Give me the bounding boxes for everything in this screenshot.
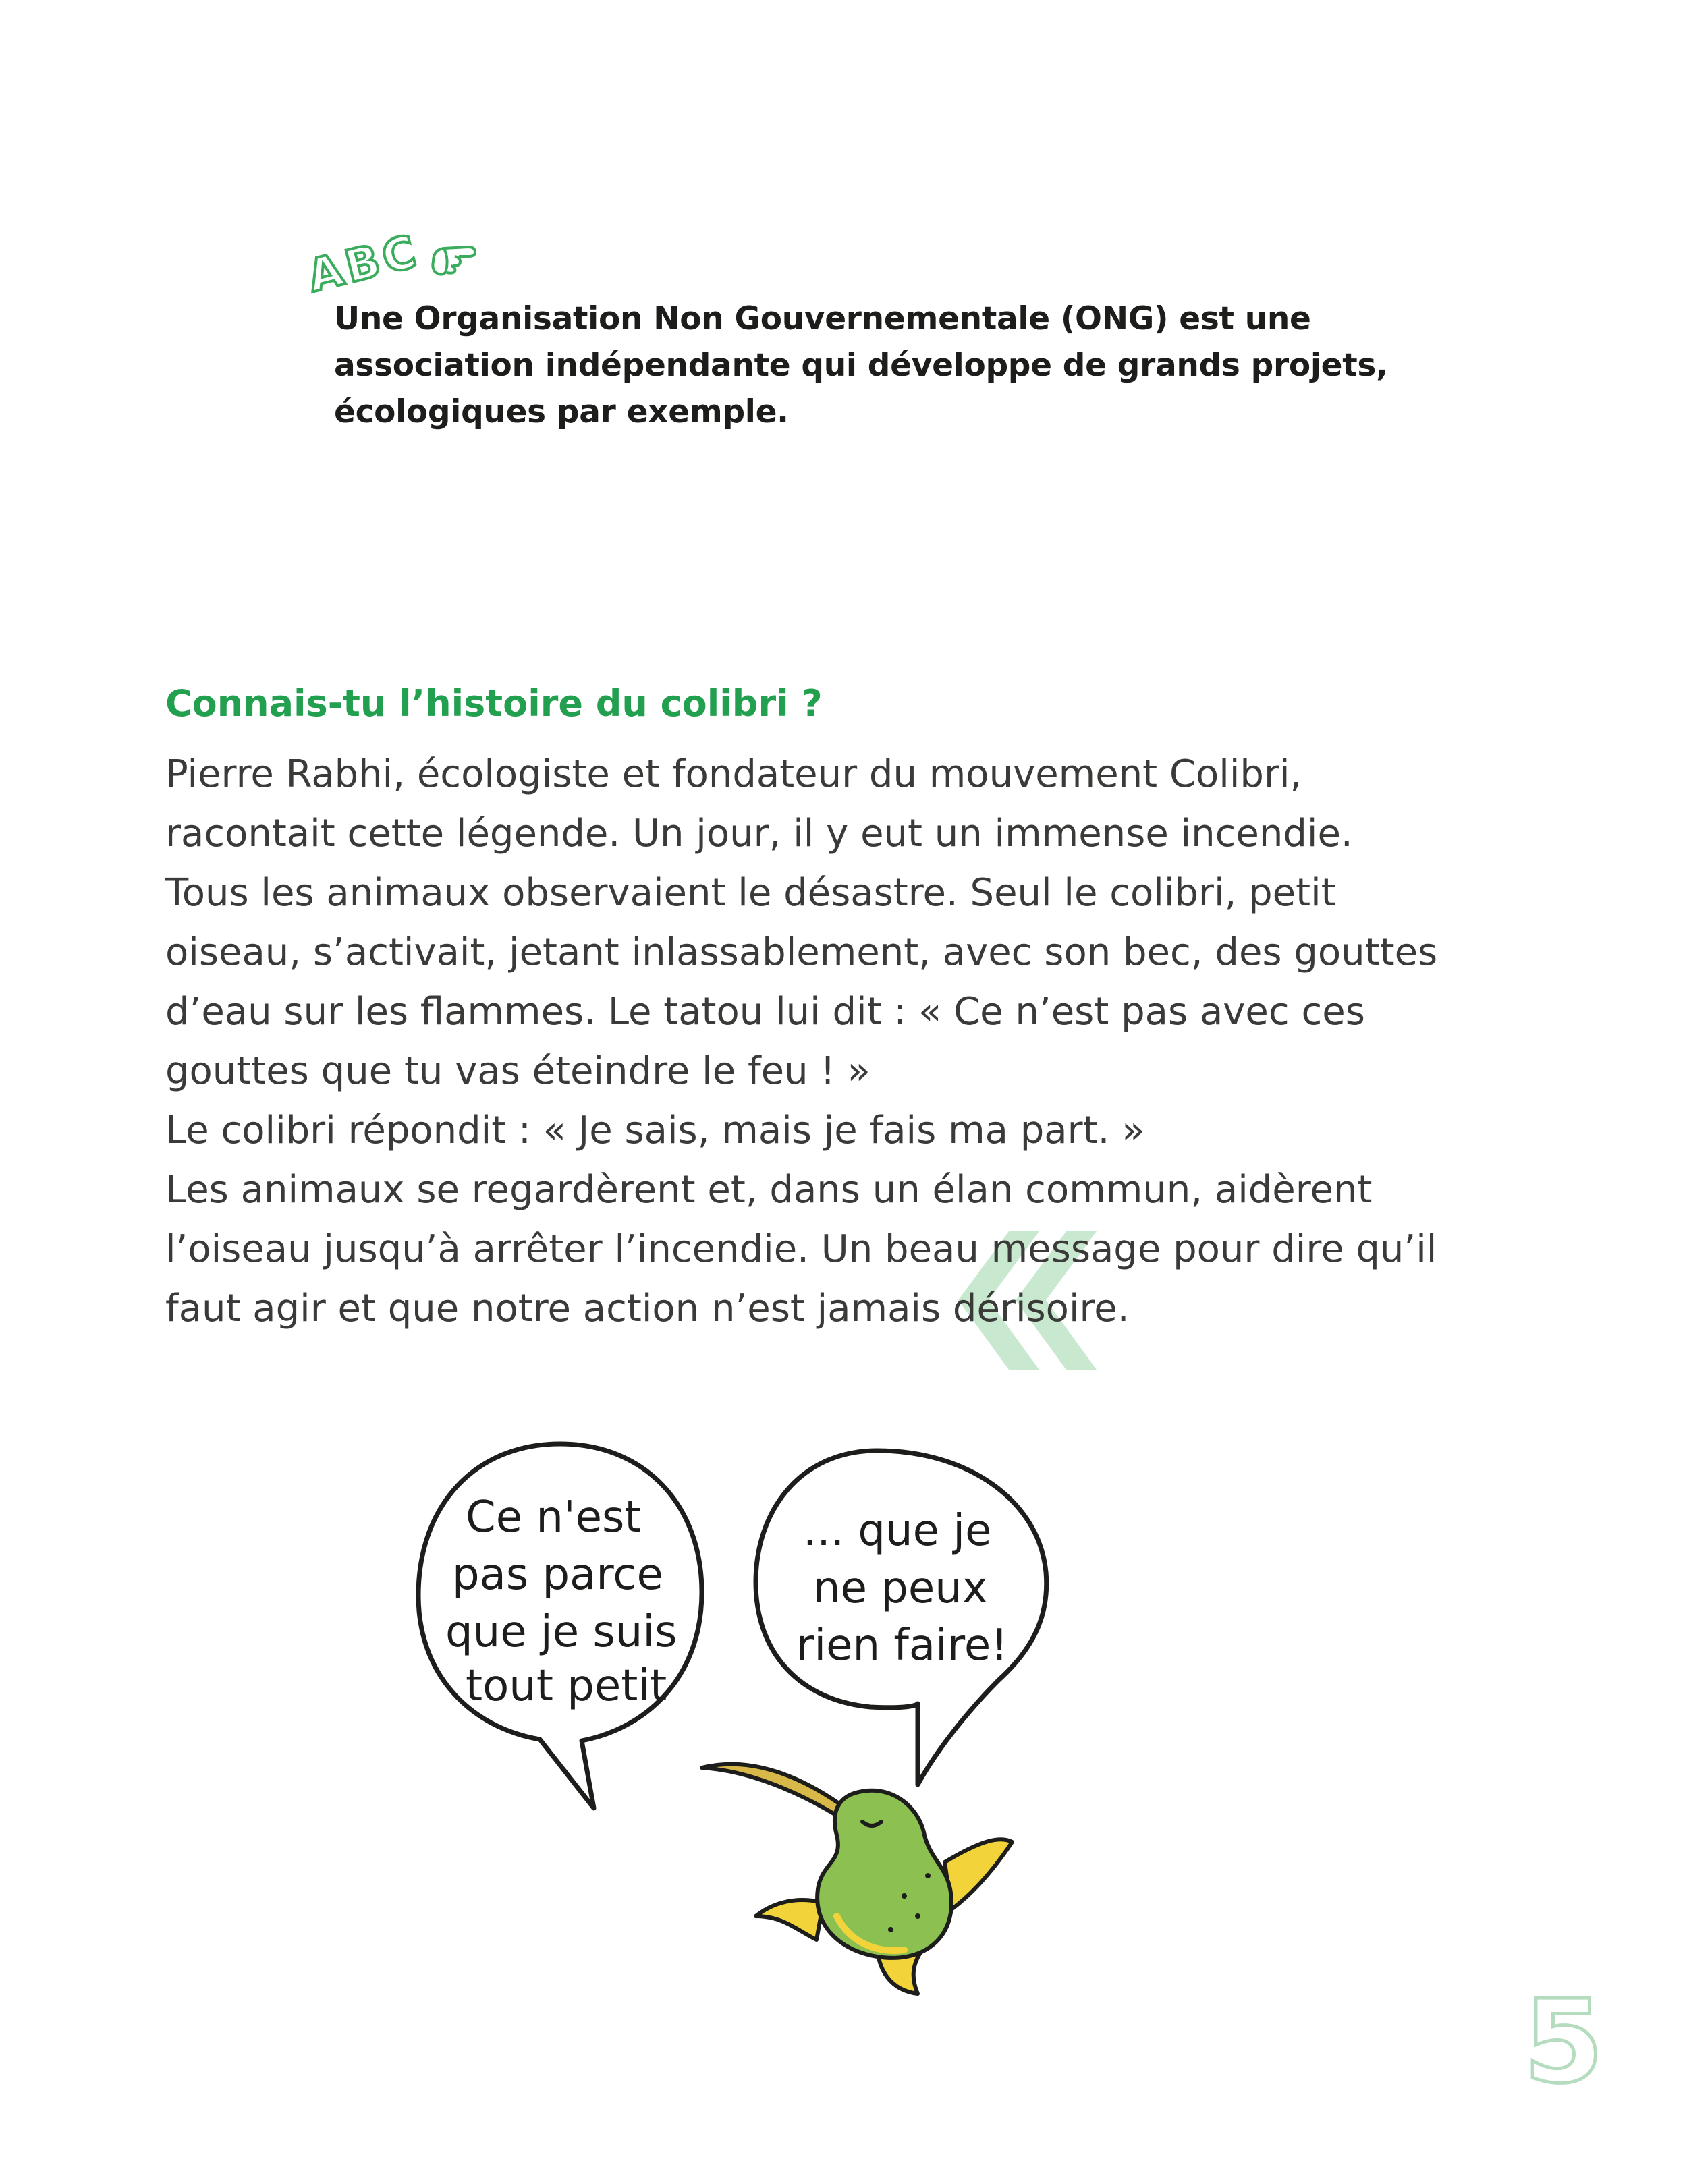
speech-bubble-right [756, 1451, 1047, 1785]
bird-body [817, 1791, 951, 1958]
story-section [165, 675, 1438, 1339]
story-line: racontait cette légende. Un jour, il y eut un immense incendie. [165, 812, 1353, 856]
abc-logo [297, 202, 499, 304]
bubble-right-line: rien faire! [796, 1621, 1008, 1671]
bubble-left-line: que je suis [445, 1607, 677, 1657]
colibri-illustration [405, 1430, 1080, 1997]
story-line: Tous les animaux observaient le désastre. Seul le colibri, petit [165, 871, 1336, 915]
page-number [1518, 1984, 1606, 2092]
bubble-left-line: Ce n'est [466, 1492, 642, 1542]
story-line: d’eau sur les flammes. Le tatou lui dit : « Ce n’est pas avec ces [165, 990, 1365, 1034]
bubble-left-line: pas parce [452, 1550, 663, 1600]
story-line: Le colibri répondit : « Je sais, mais je fais ma part. » [165, 1109, 1145, 1152]
definition-line: association indépendante qui développe de grands projets, [334, 347, 1388, 384]
definition-line: Une Organisation Non Gouvernementale (ONG) est une [334, 300, 1311, 337]
story-line: faut agir et que notre action n’est jamais dérisoire. [165, 1287, 1130, 1331]
beak [702, 1764, 850, 1822]
story-line: oiseau, s’activait, jetant inlassablement, avec son bec, des gouttes [165, 930, 1438, 974]
story-body [165, 745, 1438, 1339]
story-line: Les animaux se regardèrent et, dans un élan commun, aidèrent [165, 1168, 1373, 1212]
bubble-right-line: ... que je [803, 1506, 992, 1556]
story-line: gouttes que tu vas éteindre le feu ! » [165, 1049, 870, 1093]
hummingbird-icon [702, 1764, 1012, 1994]
abc-letter-a: ABC [302, 224, 425, 303]
bubble-right-line: ne peux [813, 1563, 988, 1613]
definition-line: écologiques par exemple. [334, 393, 789, 430]
bird-wing-right [945, 1839, 1012, 1909]
bubble-left-line: tout petit [466, 1661, 667, 1711]
svg-text:5: 5 [1524, 1984, 1604, 2092]
bird-wing-left [756, 1900, 823, 1940]
pointing-hand-icon [433, 247, 475, 275]
definition-text [334, 296, 1388, 435]
story-line: l’oiseau jusqu’à arrêter l’incendie. Un beau message pour dire qu’il [165, 1227, 1437, 1271]
story-line: Pierre Rabhi, écologiste et fondateur du mouvement Colibri, [165, 752, 1302, 796]
story-title: Connais-tu l’histoire du colibri ? [165, 682, 823, 725]
